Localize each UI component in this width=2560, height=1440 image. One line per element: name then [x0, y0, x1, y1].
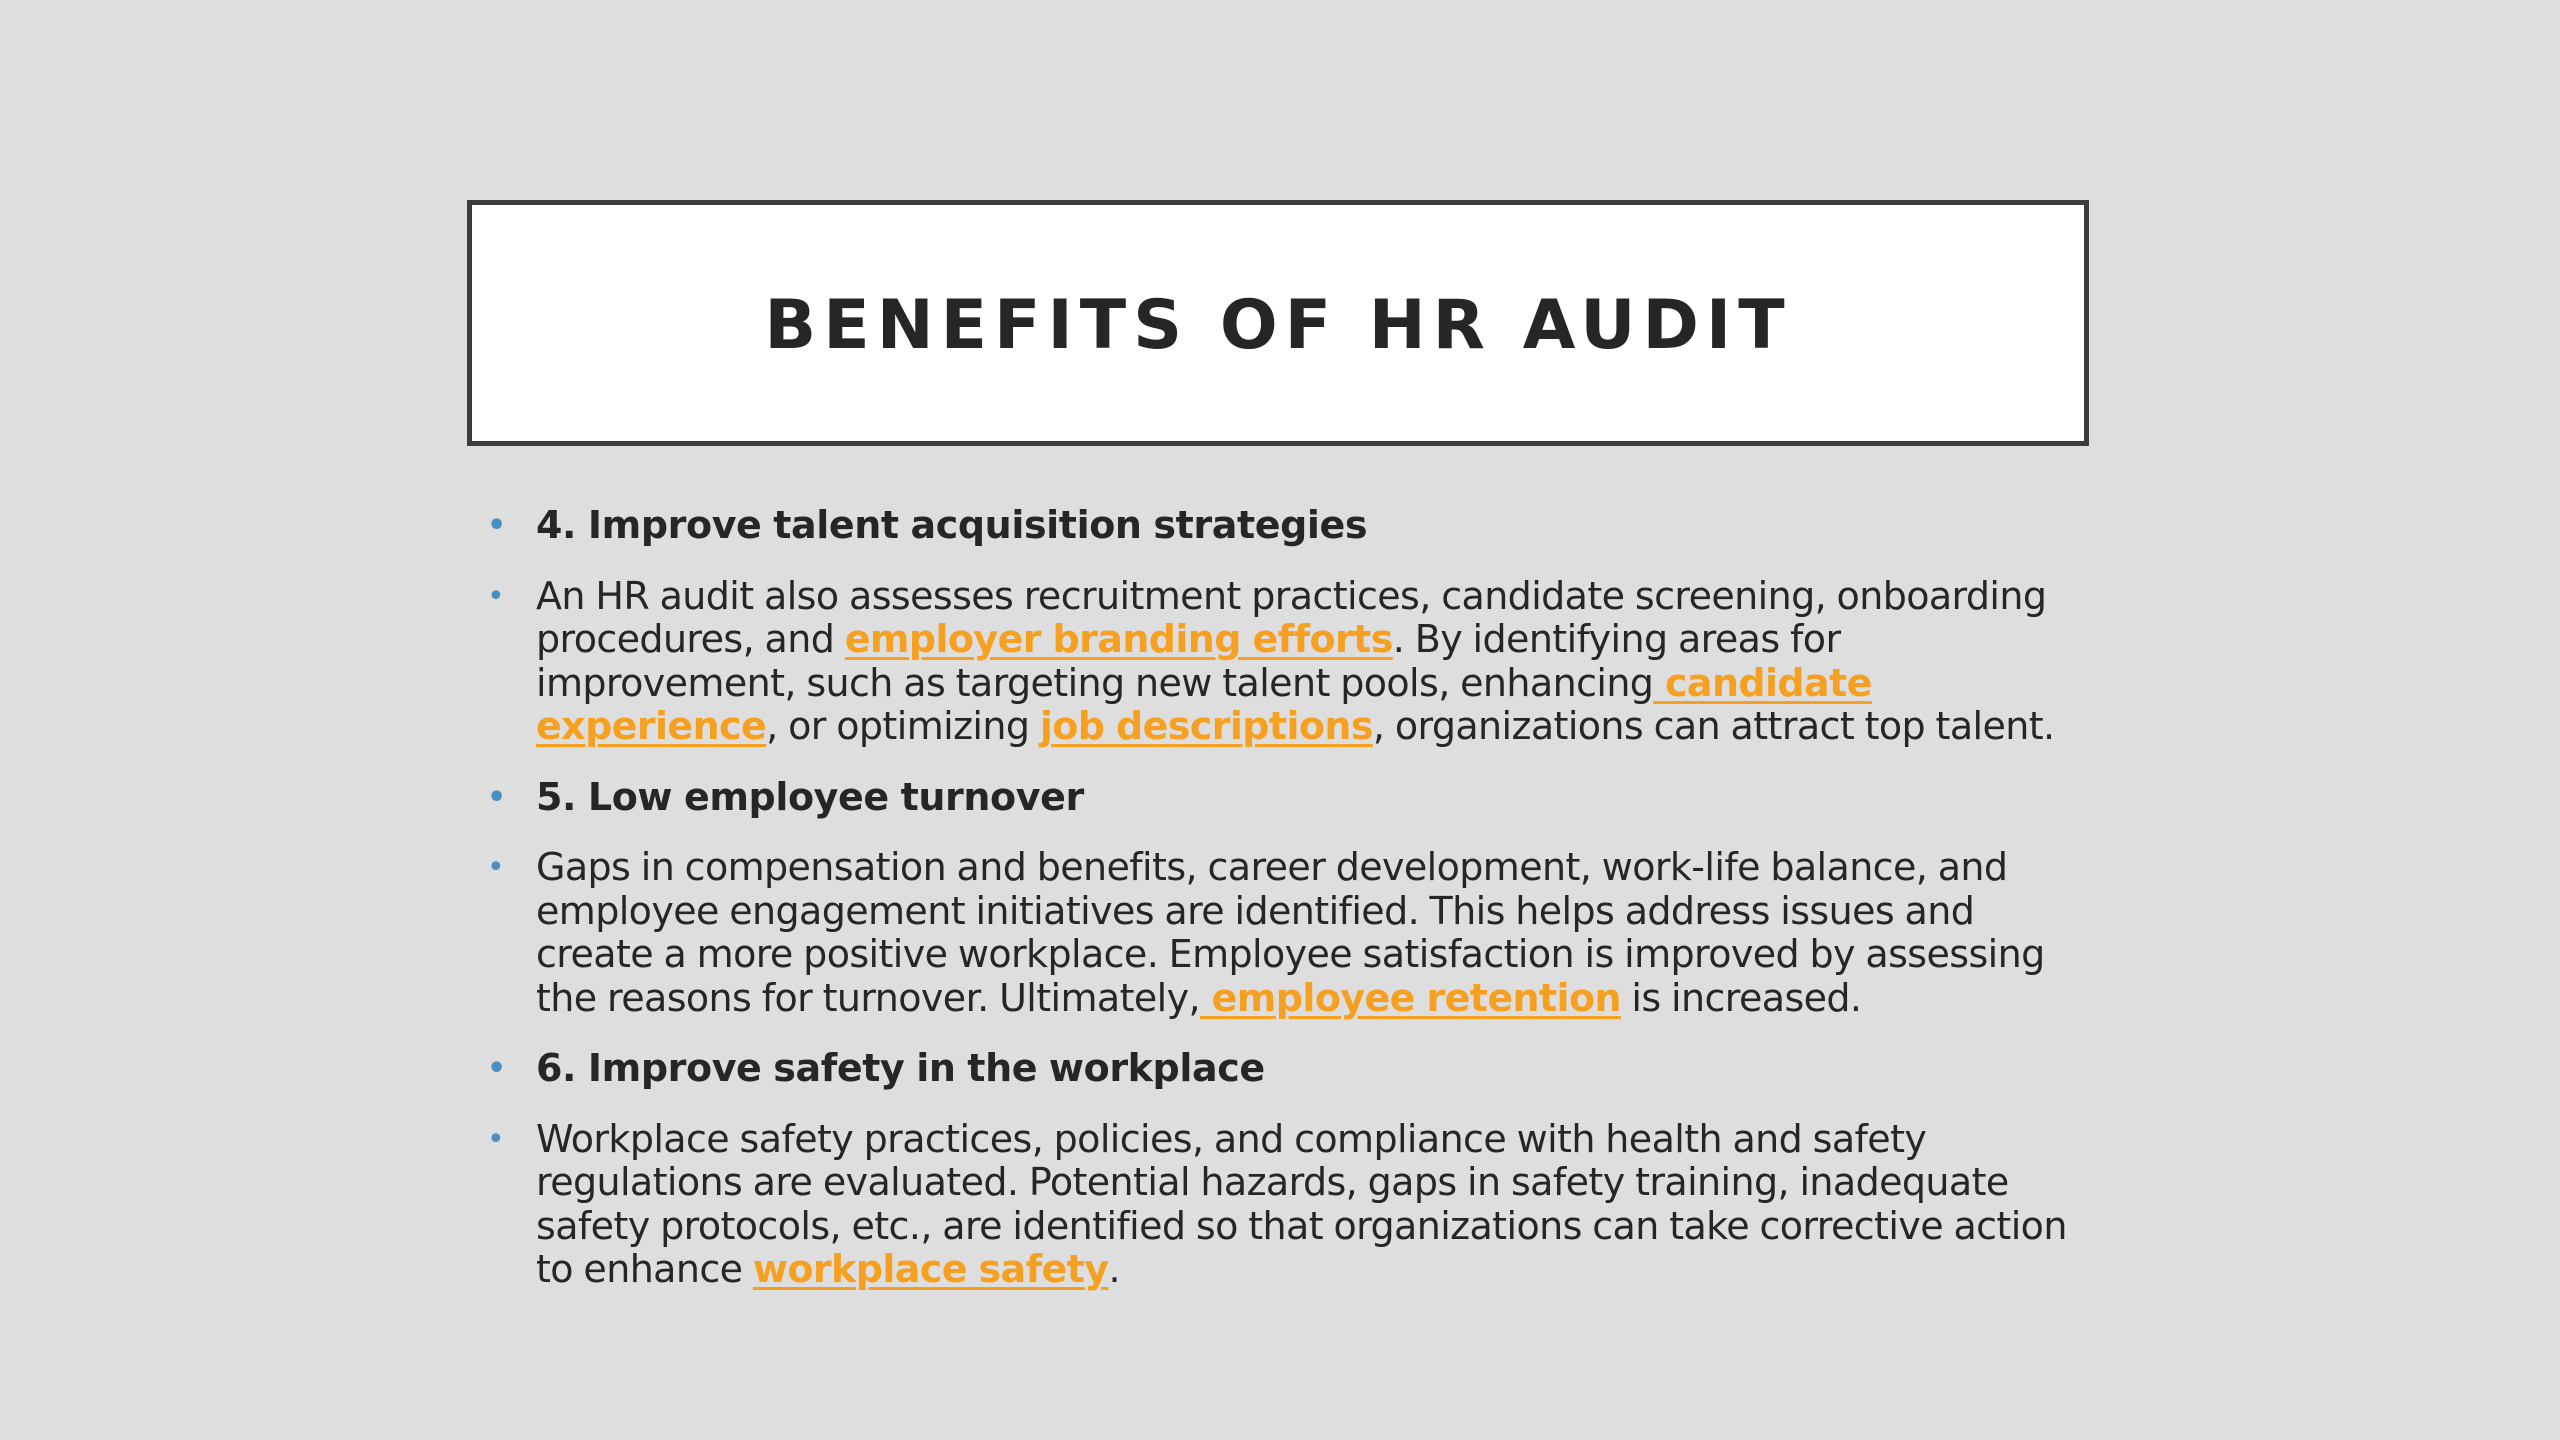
bullet-body-talent-acquisition: [484, 575, 2074, 749]
bullet-heading-employee-turnover: [484, 776, 2074, 820]
bullet-heading-text: 6. Improve safety in the workplace: [536, 1046, 1265, 1090]
body-text: . By identifying areas for improvement, such as targeting new talent pools, enhancing: [536, 617, 1841, 705]
body-text: Workplace safety practices, policies, and compliance with health and safety regulations are evaluated. Potential hazards, gaps in safety training, inadequate safety protocols, etc., are identified so that organizations can take corrective action to enhance: [536, 1116, 2067, 1291]
bullet-body-employee-turnover: [484, 846, 2074, 1020]
body-text: is increased.: [1620, 975, 1862, 1020]
bullet-dot-icon: •: [487, 508, 506, 543]
slide-title: BENEFITS OF HR AUDIT: [764, 285, 1792, 365]
bullet-dot-icon: •: [487, 850, 505, 885]
link-candidate-experience[interactable]: candidate experience: [536, 660, 1872, 748]
body-text: , or optimizing: [766, 704, 1040, 748]
bullet-dot-icon: •: [487, 1121, 505, 1157]
bullet-body-workplace-safety: [484, 1118, 2074, 1292]
bullet-heading-text: 5. Low employee turnover: [536, 774, 1084, 819]
link-job-descriptions[interactable]: job descriptions: [1039, 704, 1373, 748]
link-employer-branding-efforts[interactable]: employer branding efforts: [844, 617, 1393, 661]
bullet-heading-text: 4. Improve talent acquisition strategies: [536, 503, 1368, 547]
bullet-list: [484, 504, 2074, 1319]
body-text: .: [1108, 1247, 1120, 1291]
link-employee-retention[interactable]: employee retention: [1200, 975, 1621, 1020]
bullet-dot-icon: •: [487, 1051, 506, 1086]
bullet-dot-icon: •: [487, 779, 506, 815]
link-workplace-safety[interactable]: workplace safety: [752, 1247, 1109, 1291]
body-text: An HR audit also assesses recruitment practices, candidate screening, onboarding procedures, and: [536, 573, 2047, 661]
body-text: Gaps in compensation and benefits, career development, work-life balance, and employee engagement initiatives are identified. This helps address issues and create a more positive workplace. Employee satisfaction is improved by assessing the reasons for turnover. Ultimately,: [536, 845, 2045, 1020]
bullet-dot-icon: •: [487, 578, 505, 614]
title-box: [467, 200, 2089, 446]
body-text: , organizations can attract top talent.: [1372, 704, 2055, 748]
bullet-heading-workplace-safety: [484, 1047, 2074, 1091]
bullet-heading-talent-acquisition: [484, 504, 2074, 548]
